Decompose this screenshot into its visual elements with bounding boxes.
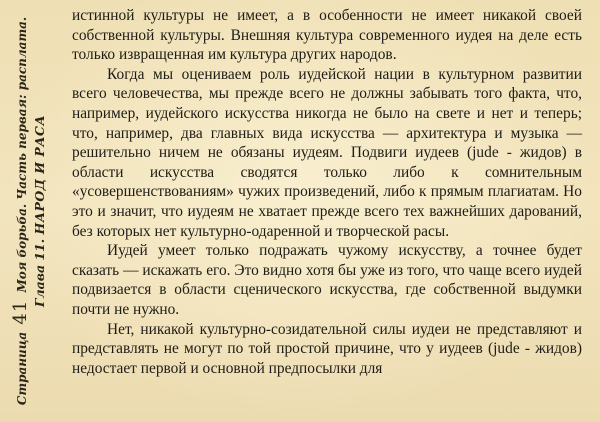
chapter-label: Глава xyxy=(31,264,47,308)
page-body-text xyxy=(72,6,582,378)
book-title: Моя борьба. xyxy=(14,203,29,293)
page-label: Страница xyxy=(14,331,29,406)
page-number: 41 xyxy=(9,299,31,325)
part-title: Часть первая: расплата. xyxy=(14,16,29,200)
paragraph-continued: истинной культуры не имеет, а в особенности не имеет никакой своей собственной культуры. Внешняя культура современного иудея на деле есть только извращенная им культура других народов. xyxy=(72,7,582,64)
margin-header-text xyxy=(9,11,47,411)
paragraph: Нет, никакой культурно-созидательной силы иудеи не представляют и представлять не могут по той простой причине, что у иудеев (jude - жидов) недостает первой и основной предпосылки для xyxy=(72,320,582,377)
paragraph: Когда мы оцениваем роль иудейской нации в культурном развитии всего человечества, мы прежде всего не должны забывать того факта, что, например, иудейского искусства никогда не было на свете и нет и теперь; что, например, два главных вида искусства — архитектура и музыка — решительно ничем не обязаны иудеям. Подвиги иудеев (jude - жидов) в области искусства сводятся только либо к сомнительным «усовершенствованиям» чужих произведений, либо к прямым плагиатам. Но это и значит, что иудеям не хватает прежде всего тех важнейших дарований, без которых нет культурно-одаренной и творческой расы. xyxy=(72,65,582,240)
chapter-title: НАРОД И РАСА xyxy=(31,114,47,235)
paragraph: Иудей умеет только подражать чужому искусству, а точнее будет сказать — искажать его. Это видно хотя бы уже из того, что чаще всего иудей подвизается в области сценического искусства, где собственной выдумки почти не нужно. xyxy=(72,242,582,318)
margin-header-line-2 xyxy=(33,115,46,307)
chapter-number: 11. xyxy=(31,238,47,261)
margin-header-line-1 xyxy=(9,16,31,406)
margin-header xyxy=(0,0,58,422)
